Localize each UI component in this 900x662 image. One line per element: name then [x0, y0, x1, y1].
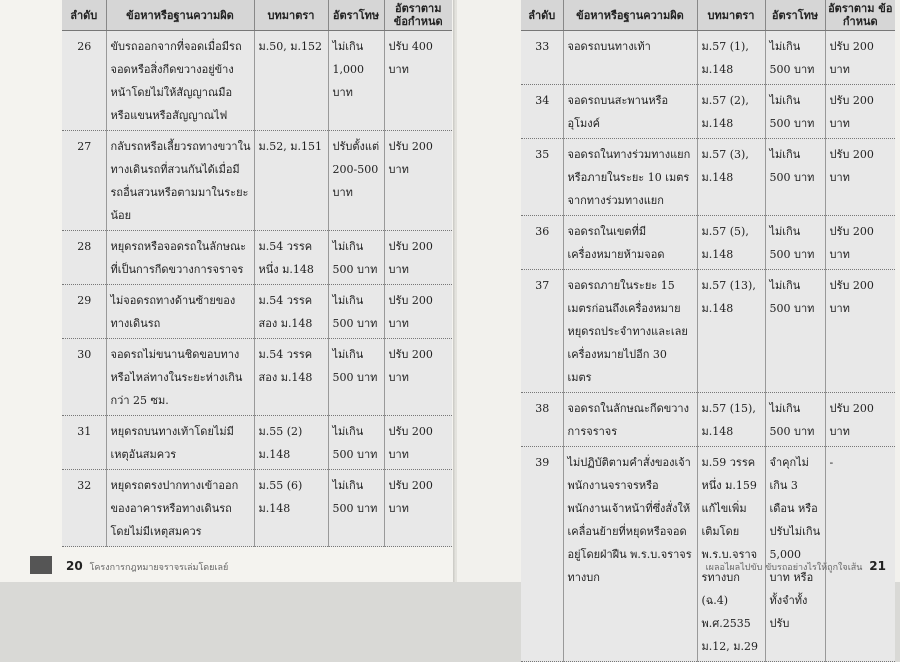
- cell-section: ม.54 วรรคสอง ม.148: [254, 285, 328, 339]
- page-number: 20: [66, 559, 83, 573]
- cell-no: 34: [521, 85, 563, 139]
- header-offense: ข้อหาหรือฐานความผิด: [106, 0, 254, 31]
- header-section: บทมาตรา: [254, 0, 328, 31]
- cell-offense: จอดรถภายในระยะ 15 เมตรก่อนถึงเครื่องหมายหยุดรถประจำทางและเลยเครื่องหมายไปอีก 30 เมตร: [563, 270, 697, 393]
- header-fine: อัตราตาม ข้อกำหนด: [825, 0, 895, 31]
- cell-section: ม.54 วรรคสอง ม.148: [254, 339, 328, 416]
- cell-fine: ปรับ 200 บาท: [825, 270, 895, 393]
- cell-no: 28: [62, 231, 106, 285]
- cell-fine: ปรับ 200 บาท: [384, 131, 452, 231]
- footer-text: โครงการกฎหมายจราจรเล่มโดยเลย์: [89, 563, 229, 573]
- page-number: 21: [869, 559, 886, 573]
- cell-section: ม.57 (13), ม.148: [697, 270, 765, 393]
- cell-penalty: ไม่เกิน 500 บาท: [328, 416, 384, 470]
- cell-no: 37: [521, 270, 563, 393]
- cell-offense: ขับรถออกจากที่จอดเมื่อมีรถจอดหรือสิ่งกีดขวางอยู่ข้างหน้าโดยไม่ให้สัญญาณมือหรือแขนหรือสัญญาณไฟ: [106, 31, 254, 131]
- cell-fine: ปรับ 200 บาท: [825, 216, 895, 270]
- footer-text: เผลอไผลไปขับ ขับรถอย่างไรให้ถูกใจเส้น: [705, 563, 863, 573]
- cell-section: ม.55 (6) ม.148: [254, 470, 328, 547]
- cell-section: ม.57 (1), ม.148: [697, 31, 765, 85]
- cell-penalty: ไม่เกิน 500 บาท: [765, 139, 825, 216]
- table-row: [62, 31, 452, 131]
- table-row: [62, 339, 452, 416]
- cell-no: 38: [521, 393, 563, 447]
- cell-fine: ปรับ 200 บาท: [384, 231, 452, 285]
- cell-penalty: ไม่เกิน 500 บาท: [765, 270, 825, 393]
- cell-penalty: ไม่เกิน 500 บาท: [765, 393, 825, 447]
- cell-section: ม.50, ม.152: [254, 31, 328, 131]
- table-row: [521, 85, 895, 139]
- header-penalty: อัตราโทษ: [328, 0, 384, 31]
- cell-fine: ปรับ 200 บาท: [384, 339, 452, 416]
- header-offense: ข้อหาหรือฐานความผิด: [563, 0, 697, 31]
- cell-offense: จอดรถในลักษณะกีดขวางการจราจร: [563, 393, 697, 447]
- cell-no: 31: [62, 416, 106, 470]
- cell-offense: ไม่จอดรถทางด้านซ้ายของทางเดินรถ: [106, 285, 254, 339]
- header-no: ลำดับ: [521, 0, 563, 31]
- cell-penalty: ไม่เกิน 500 บาท: [765, 216, 825, 270]
- cell-penalty: ไม่เกิน 500 บาท: [328, 231, 384, 285]
- header-no: ลำดับ: [62, 0, 106, 31]
- cell-section: ม.57 (5), ม.148: [697, 216, 765, 270]
- cell-no: 26: [62, 31, 106, 131]
- cell-penalty: ไม่เกิน 1,000 บาท: [328, 31, 384, 131]
- cell-fine: ปรับ 200 บาท: [384, 470, 452, 547]
- header-fine: อัตราตาม ข้อกำหนด: [384, 0, 452, 31]
- cell-fine: ปรับ 200 บาท: [384, 285, 452, 339]
- cell-penalty: ปรับตั้งแต่ 200-500 บาท: [328, 131, 384, 231]
- header-section: บทมาตรา: [697, 0, 765, 31]
- cell-fine: ปรับ 200 บาท: [384, 416, 452, 470]
- table-row: [521, 447, 895, 662]
- cell-section: ม.59 วรรคหนึ่ง ม.159 แก้ไขเพิ่มเติมโดย พ.ร.บ.จราจรทางบก (ฉ.4) พ.ศ.2535 ม.12, ม.29: [697, 447, 765, 662]
- offense-table-left: [62, 0, 452, 547]
- table-row: [521, 216, 895, 270]
- table-row: [521, 139, 895, 216]
- cell-section: ม.57 (2), ม.148: [697, 85, 765, 139]
- cell-offense: จอดรถในทางร่วมทางแยก หรือภายในระยะ 10 เมตร จากทางร่วมทางแยก: [563, 139, 697, 216]
- cell-offense: ไม่ปฏิบัติตามคำสั่งของเจ้าพนักงานจราจรหรือพนักงานเจ้าหน้าที่ซึ่งสั่งให้เคลื่อนย้ายที่หยุดหรือจอดอยู่โดยฝ่าฝืน พ.ร.บ.จราจรทางบก: [563, 447, 697, 662]
- table-row: [62, 285, 452, 339]
- cell-section: ม.57 (15), ม.148: [697, 393, 765, 447]
- cell-penalty: ไม่เกิน 500 บาท: [765, 85, 825, 139]
- cell-fine: ปรับ 200 บาท: [825, 31, 895, 85]
- table-header-row: [521, 0, 895, 31]
- cell-fine: ปรับ 200 บาท: [825, 393, 895, 447]
- table-header-row: [62, 0, 452, 31]
- left-page: [0, 0, 455, 582]
- table-row: [62, 131, 452, 231]
- cell-section: ม.57 (3), ม.148: [697, 139, 765, 216]
- cell-penalty: ไม่เกิน 500 บาท: [328, 470, 384, 547]
- cell-no: 33: [521, 31, 563, 85]
- cell-penalty: ไม่เกิน 500 บาท: [328, 285, 384, 339]
- cell-offense: หยุดรถบนทางเท้าโดยไม่มีเหตุอันสมควร: [106, 416, 254, 470]
- cell-no: 36: [521, 216, 563, 270]
- page-tab-marker: [30, 556, 52, 574]
- cell-offense: จอดรถบนสะพานหรืออุโมงค์: [563, 85, 697, 139]
- cell-section: ม.54 วรรคหนึ่ง ม.148: [254, 231, 328, 285]
- header-penalty: อัตราโทษ: [765, 0, 825, 31]
- table-row: [62, 231, 452, 285]
- cell-penalty: ไม่เกิน 500 บาท: [765, 31, 825, 85]
- footer-left: [62, 559, 228, 574]
- right-page: [457, 0, 900, 653]
- cell-no: 32: [62, 470, 106, 547]
- cell-penalty: จำคุกไม่เกิน 3 เดือน หรือปรับไม่เกิน 5,000 บาท หรือทั้งจำทั้งปรับ: [765, 447, 825, 662]
- table-row: [521, 393, 895, 447]
- footer-right: [706, 559, 890, 574]
- cell-offense: จอดรถไม่ขนานชิดขอบทางหรือไหล่ทางในระยะห่างเกินกว่า 25 ซม.: [106, 339, 254, 416]
- cell-no: 39: [521, 447, 563, 662]
- cell-no: 29: [62, 285, 106, 339]
- cell-fine: ปรับ 200 บาท: [825, 85, 895, 139]
- cell-fine: ปรับ 400 บาท: [384, 31, 452, 131]
- cell-offense: หยุดรถตรงปากทางเข้าออกของอาคารหรือทางเดินรถโดยไม่มีเหตุสมควร: [106, 470, 254, 547]
- cell-section: ม.52, ม.151: [254, 131, 328, 231]
- cell-no: 35: [521, 139, 563, 216]
- cell-offense: จอดรถบนทางเท้า: [563, 31, 697, 85]
- table-row: [62, 470, 452, 547]
- cell-no: 30: [62, 339, 106, 416]
- cell-offense: จอดรถในเขตที่มีเครื่องหมายห้ามจอด: [563, 216, 697, 270]
- cell-no: 27: [62, 131, 106, 231]
- cell-fine: ปรับ 200 บาท: [825, 139, 895, 216]
- table-row: [521, 31, 895, 85]
- table-row: [62, 416, 452, 470]
- cell-penalty: ไม่เกิน 500 บาท: [328, 339, 384, 416]
- table-row: [521, 270, 895, 393]
- cell-fine: -: [825, 447, 895, 662]
- cell-offense: หยุดรถหรือจอดรถในลักษณะที่เป็นการกีดขวางการจราจร: [106, 231, 254, 285]
- cell-offense: กลับรถหรือเลี้ยวรถทางขวาในทางเดินรถที่สวนกันได้เมื่อมีรถอื่นสวนหรือตามมาในระยะน้อย: [106, 131, 254, 231]
- cell-section: ม.55 (2) ม.148: [254, 416, 328, 470]
